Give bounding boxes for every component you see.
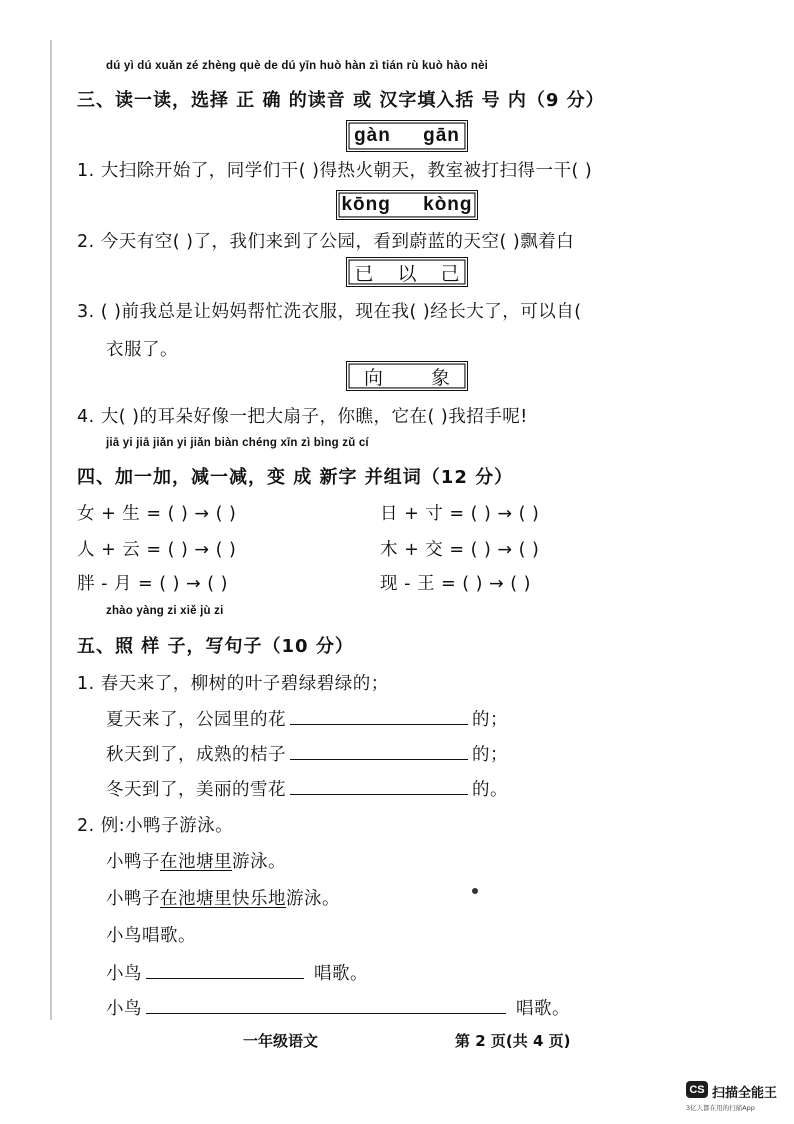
answer-blank[interactable] <box>146 960 304 979</box>
section5-example-1: 1. 春天来了，柳树的叶子碧绿碧绿的； <box>77 674 389 694</box>
sentence-prefix: 小鸟 <box>106 999 142 1019</box>
section5-example-2: 2. 例:小鸭子游泳。 <box>77 816 234 836</box>
char-choice-3: 己 <box>440 262 460 285</box>
section3-question-3-line1: 3. ( )前我总是让妈妈帮忙洗衣服，现在我( )经长大了，可以自( <box>77 302 582 322</box>
sentence-line-winter <box>106 776 508 801</box>
sentence-prefix: 小鸭子 <box>106 852 160 872</box>
prompt-sentence: 小鸟唱歌。 <box>106 926 196 946</box>
underlined-phrase: 在池塘里 <box>160 852 232 872</box>
section3-question-1: 1. 大扫除开始了，同学们干( )得热火朝天，教室被打扫得一干( ) <box>77 161 593 181</box>
sentence-suffix: 唱歌。 <box>516 999 570 1019</box>
sentence-suffix: 的； <box>472 745 508 765</box>
scanner-app-name: 扫描全能王 <box>712 1086 778 1101</box>
sentence-suffix: 游泳。 <box>286 889 340 909</box>
section5-pinyin: zhào yàng zi xiě jù zi <box>106 605 224 617</box>
char-choice-box-4 <box>346 361 468 391</box>
sentence-suffix: 的； <box>472 710 508 730</box>
scan-speck <box>472 888 478 894</box>
section3-title: 三、读一读，选择 正 确 的读音 或 汉字填入括 号 内（9 分） <box>77 90 605 111</box>
scanner-logo-icon: CS <box>686 1081 708 1098</box>
underlined-phrase: 在池塘里快乐地 <box>160 889 286 909</box>
pinyin-choice-box-2: kōng kòng <box>336 190 478 220</box>
char-choice-1: 已 <box>354 262 374 285</box>
char-choice-1: 向 <box>363 366 383 389</box>
section3-question-3-line2: 衣服了。 <box>106 340 178 360</box>
char-choice-box-3 <box>346 257 468 287</box>
char-equation-left-3: 胖 - 月 = ( ) → ( ) <box>77 574 228 594</box>
section5-title: 五、照 样 子，写句子（10 分） <box>77 636 354 657</box>
sentence-suffix: 游泳。 <box>232 852 286 872</box>
section4-pinyin: jiā yi jiā jiǎn yi jiǎn biàn chéng xīn zì bìng zǔ cí <box>106 437 369 449</box>
section3-pinyin: dú yì dú xuǎn zé zhèng què de dú yīn huò hàn zì tián rù kuò hào nèi <box>106 60 489 72</box>
sentence-line-summer <box>106 706 508 731</box>
page-margin-line <box>50 40 52 1020</box>
char-equation-right-3: 现 - 王 = ( ) → ( ) <box>380 574 531 594</box>
answer-blank[interactable] <box>290 776 468 795</box>
char-equation-right-1: 日 + 寸 = ( ) → ( ) <box>380 504 540 524</box>
sentence-prefix: 秋天到了，成熟的桔子 <box>106 745 286 765</box>
sentence-line-autumn <box>106 741 508 766</box>
pinyin-choice-box-1: gàn gān <box>346 120 468 152</box>
sentence-prefix: 小鸟 <box>106 964 142 984</box>
sentence-prefix: 夏天来了，公园里的花 <box>106 710 286 730</box>
answer-line-bird-1 <box>106 960 368 985</box>
sentence-prefix: 冬天到了，美丽的雪花 <box>106 780 286 800</box>
sentence-suffix: 唱歌。 <box>314 964 368 984</box>
char-choice-2: 以 <box>397 262 417 285</box>
char-equation-right-2: 木 + 交 = ( ) → ( ) <box>380 540 540 560</box>
char-choice-2: 象 <box>431 366 451 389</box>
scanner-app-tagline: 3亿人都在用的扫描App <box>686 1104 755 1112</box>
answer-line-bird-2 <box>106 995 570 1020</box>
answer-blank[interactable] <box>290 741 468 760</box>
footer-subject: 一年级语文 <box>243 1032 319 1050</box>
section4-title: 四、加一加，减一减，变 成 新字 并组词（12 分） <box>77 467 514 488</box>
answer-blank[interactable] <box>146 995 506 1014</box>
sentence-suffix: 的。 <box>472 780 508 800</box>
example-sentence-2 <box>106 885 340 910</box>
answer-blank[interactable] <box>290 706 468 725</box>
sentence-prefix: 小鸭子 <box>106 889 160 909</box>
section3-question-2: 2. 今天有空( )了，我们来到了公园，看到蔚蓝的天空( )飘着白 <box>77 232 575 252</box>
footer-page-number: 第 2 页(共 4 页) <box>455 1032 571 1050</box>
section3-question-4: 4. 大( )的耳朵好像一把大扇子，你瞧，它在( )我招手呢! <box>77 407 528 427</box>
example-sentence-1 <box>106 848 286 873</box>
char-equation-left-1: 女 + 生 = ( ) → ( ) <box>77 504 237 524</box>
char-equation-left-2: 人 + 云 = ( ) → ( ) <box>77 540 237 560</box>
